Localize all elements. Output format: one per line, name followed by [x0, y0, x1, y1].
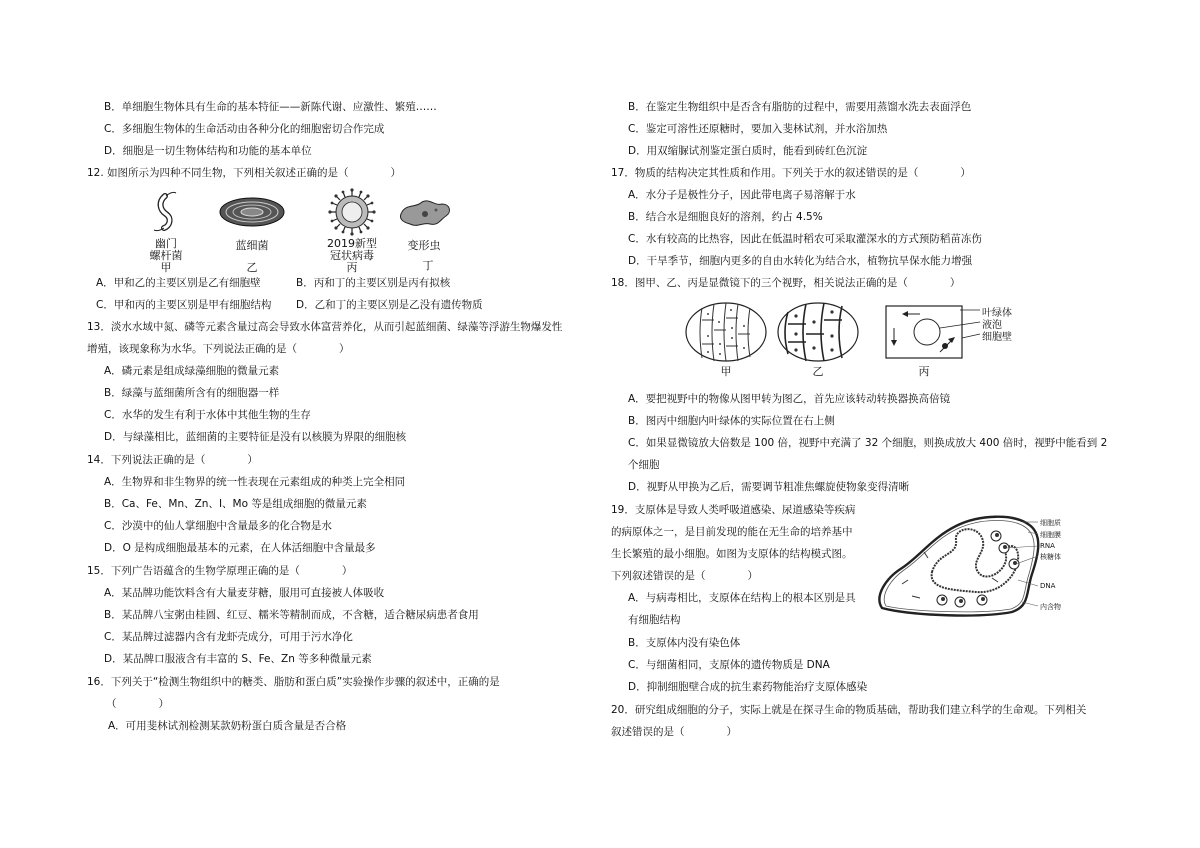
q12-tag-c: 丙	[346, 261, 358, 274]
q19-option-a-line1: A．与病毒相比，支原体在结构上的根本区别是具	[628, 592, 856, 604]
q19-label-membrane: 细胞膜	[1040, 531, 1061, 539]
q16-option-c: C．鉴定可溶性还原糖时，要加入斐林试剂，并水浴加热	[628, 123, 888, 135]
q12-option-c: C．甲和丙的主要区别是甲有细胞结构	[96, 299, 272, 311]
field-yi-illustration	[778, 303, 858, 361]
q19-stem-line3: 生长繁殖的最小细胞。如图为支原体的结构模式图。	[611, 548, 853, 560]
mycoplasma-illustration	[879, 517, 1038, 616]
q20-stem-line2: 叙述错误的是（ ）	[611, 726, 737, 738]
q19-label-rna: RNA	[1040, 542, 1055, 550]
q16-stem-line2: （ ）	[106, 698, 169, 710]
q12-tag-a: 甲	[160, 261, 172, 274]
q14-stem: 14．下列说法正确的是（ ）	[87, 454, 258, 466]
q16-option-d: D．用双缩脲试剂鉴定蛋白质时，能看到砖红色沉淀	[628, 145, 868, 157]
q12-label-coronavirus-1: 2019新型	[327, 237, 377, 250]
helicobacter-illustration	[154, 192, 176, 230]
q12-stem: 12. 如图所示为四种不同生物，下列相关叙述正确的是（ ）	[87, 167, 402, 179]
q19-option-d: D．抑制细胞壁合成的抗生素药物能治疗支原体感染	[628, 681, 868, 693]
q15-stem: 15．下列广告语蕴含的生物学原理正确的是（ ）	[87, 565, 353, 577]
q19-label-dna: DNA	[1040, 582, 1056, 590]
q17-option-d: D．干旱季节，细胞内更多的自由水转化为结合水，植物抗旱保水能力增强	[628, 255, 973, 267]
q12-label-helicobacter-2: 螺杆菌	[149, 249, 183, 262]
q12-figure	[140, 188, 460, 274]
q14-option-c: C．沙漠中的仙人掌细胞中含量最多的化合物是水	[104, 520, 332, 532]
q12-tag-b: 乙	[246, 261, 258, 274]
q12-label-cyanobacteria: 蓝细菌	[235, 239, 269, 252]
q13-option-a: A．磷元素是组成绿藻细胞的微量元素	[104, 365, 280, 377]
q14-option-b: B．Ca、Fe、Mn、Zn、I、Mo 等是组成细胞的微量元素	[104, 498, 367, 510]
q18-option-c-line2: 个细胞	[628, 459, 660, 471]
q17-option-b: B．结合水是细胞良好的溶剂，约占 4.5%	[628, 211, 823, 223]
q12-label-coronavirus-2: 冠状病毒	[330, 249, 374, 262]
q15-option-c: C．某品牌过滤器内含有龙虾壳成分，可用于污水净化	[104, 631, 353, 643]
q11-option-c: C．多细胞生物体的生命活动由各种分化的细胞密切合作完成	[104, 123, 385, 135]
q18-tag-a: 甲	[720, 365, 732, 378]
q19-option-b: B．支原体内没有染色体	[628, 637, 741, 649]
q14-option-a: A．生物界和非生物界的统一性表现在元素组成的种类上完全相同	[104, 476, 406, 488]
q12-option-a: A．甲和乙的主要区别是乙有细胞壁	[96, 277, 261, 289]
q15-option-a: A．某品牌功能饮料含有大量麦芽糖，服用可直接被人体吸收	[104, 587, 385, 599]
q15-option-d: D．某品牌口服液含有丰富的 S、Fe、Zn 等多种微量元素	[104, 653, 372, 665]
q19-option-a-line2: 有细胞结构	[628, 614, 681, 626]
q18-label-cell-wall: 细胞壁	[982, 332, 1012, 343]
q19-stem-line1: 19．支原体是导致人类呼吸道感染、尿道感染等疾病	[611, 504, 856, 516]
field-bing-illustration	[886, 306, 980, 358]
q11-option-d: D．细胞是一切生物体结构和功能的基本单位	[104, 145, 312, 157]
q12-option-b: B．丙和丁的主要区别是丙有拟核	[296, 277, 451, 289]
coronavirus-illustration	[328, 188, 375, 235]
q18-label-vacuole: 液泡	[982, 320, 1002, 331]
q18-option-d: D．视野从甲换为乙后，需要调节粗准焦螺旋使物象变得清晰	[628, 481, 910, 493]
q18-label-chloroplast: 叶绿体	[982, 308, 1012, 319]
field-jia-illustration	[686, 303, 766, 361]
q16-option-a: A．可用斐林试剂检测某款奶粉蛋白质含量是否合格	[108, 720, 347, 732]
q18-tag-b: 乙	[812, 365, 824, 378]
q13-stem-line2: 增殖，该现象称为水华。下列说法正确的是（ ）	[87, 343, 350, 355]
q17-option-a: A．水分子是极性分子，因此带电离子易溶解于水	[628, 189, 856, 201]
q16-stem-line1: 16．下列关于“检测生物组织中的糖类、脂肪和蛋白质”实验操作步骤的叙述中，正确的是	[87, 676, 500, 688]
q19-stem-line2: 的病原体之一，是目前发现的能在无生命的培养基中	[611, 526, 853, 538]
q18-option-c-line1: C．如果显微镜放大倍数是 100 倍，视野中充满了 32 个细胞，则换成放大 400 倍时，视野中能看到 2	[628, 437, 1108, 449]
q11-option-b: B．单细胞生物体具有生命的基本特征——新陈代谢、应激性、繁殖……	[104, 101, 437, 113]
q13-option-c: C．水华的发生有利于水体中其他生物的生存	[104, 409, 311, 421]
q12-tag-d: 丁	[422, 259, 434, 272]
q16-option-b: B．在鉴定生物组织中是否含有脂肪的过程中，需要用蒸馏水洗去表面浮色	[628, 101, 972, 113]
q18-stem: 18．图甲、乙、丙是显微镜下的三个视野，相关说法正确的是（ ）	[611, 277, 961, 289]
q18-option-a: A．要把视野中的物像从图甲转为图乙，首先应该转动转换器换高倍镜	[628, 393, 951, 405]
q19-figure	[872, 512, 1112, 620]
q15-option-b: B．某品牌八宝粥由桂圆、红豆、糯米等精制而成，不含糖，适合糖尿病患者食用	[104, 609, 479, 621]
q18-tag-c: 丙	[918, 365, 930, 378]
q20-stem-line1: 20．研究组成细胞的分子，实际上就是在探寻生命的物质基础，帮助我们建立科学的生命观。下列相关	[611, 704, 1087, 716]
q19-figure-art	[872, 512, 1112, 620]
q12-figure-art	[140, 188, 460, 268]
q12-label-helicobacter-1: 幽门	[155, 237, 177, 250]
q19-option-c: C．与细菌相同，支原体的遗传物质是 DNA	[628, 659, 830, 671]
q18-figure	[684, 300, 1024, 382]
amoeba-illustration	[400, 201, 449, 226]
q13-option-b: B．绿藻与蓝细菌所含有的细胞器一样	[104, 387, 280, 399]
q18-option-b: B．图丙中细胞内叶绿体的实际位置在右上侧	[628, 415, 835, 427]
q14-option-d: D．O 是构成细胞最基本的元素，在人体活细胞中含量最多	[104, 542, 376, 554]
q19-label-inclusion: 内含物	[1040, 603, 1061, 611]
q19-stem-line4: 下列叙述错误的是（ ）	[611, 570, 758, 582]
q13-stem-line1: 13．淡水水域中氮、磷等元素含量过高会导致水体富营养化，从而引起蓝细菌、绿藻等浮游生物爆发性	[87, 321, 563, 333]
q19-label-ribosome: 核糖体	[1040, 553, 1061, 561]
q12-label-amoeba: 变形虫	[407, 239, 441, 252]
q17-option-c: C．水有较高的比热容，因此在低温时稻农可采取灌深水的方式预防稻苗冻伤	[628, 233, 982, 245]
q19-label-cytoplasm: 细胞质	[1040, 519, 1061, 527]
q13-option-d: D．与绿藻相比，蓝细菌的主要特征是没有以核膜为界限的细胞核	[104, 431, 407, 443]
q17-stem: 17．物质的结构决定其性质和作用。下列关于水的叙述错误的是（ ）	[611, 167, 971, 179]
q12-option-d: D．乙和丁的主要区别是乙没有遗传物质	[296, 299, 483, 311]
cyanobacteria-illustration	[220, 198, 284, 226]
